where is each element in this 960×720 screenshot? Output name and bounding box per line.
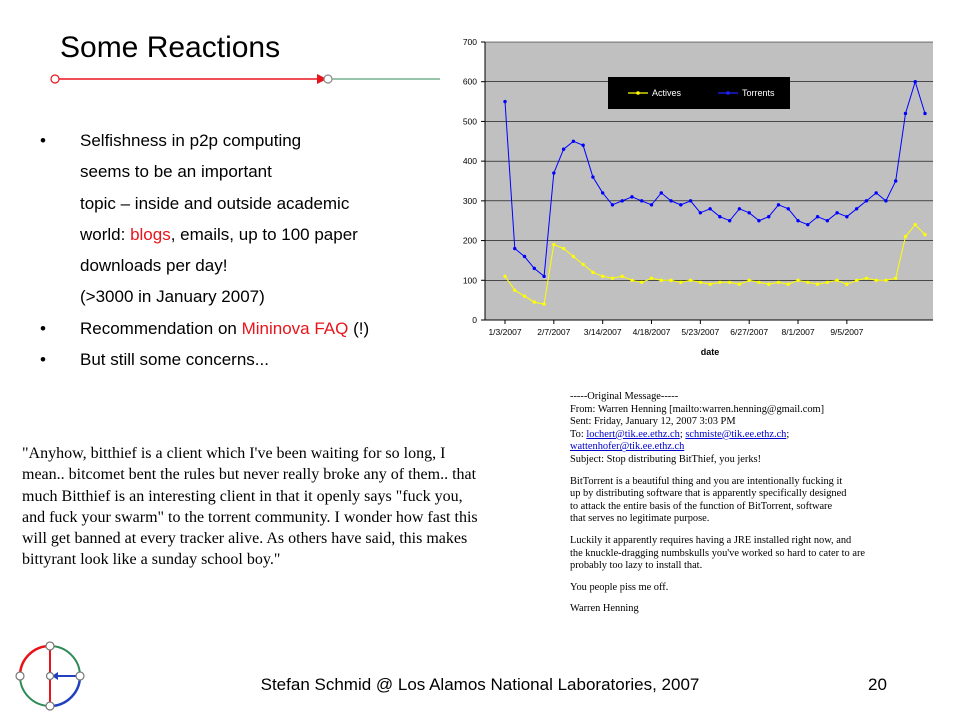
email-to (570, 429, 900, 442)
data-point-torrents (865, 199, 868, 202)
data-point-actives (904, 235, 907, 238)
forum-quote (22, 443, 522, 571)
quote-line: will get banned at every tracker alive. As others have said, this makes (22, 530, 468, 548)
data-point-actives (708, 283, 711, 286)
legend-actives-label: Actives (652, 88, 682, 98)
data-point-actives (787, 283, 790, 286)
email-line: that serves no legitimate purpose. (570, 513, 710, 525)
data-point-torrents (650, 203, 653, 206)
data-point-torrents (835, 211, 838, 214)
quote-line: mean.. bitcomet bent the rules but never really broke any of them.. that (22, 466, 477, 484)
data-point-torrents (718, 215, 721, 218)
slide-footer: Stefan Schmid @ Los Alamos National Laboratories, 2007 (260, 675, 700, 694)
email-line: up by distributing software that is apparently specifically designed (570, 488, 847, 500)
data-point-actives (894, 277, 897, 280)
data-point-actives (923, 233, 926, 236)
y-tick-label: 400 (462, 156, 477, 167)
email-line: the knuckle-dragging numbskulls you've worked so hard to cater to are (570, 547, 866, 559)
data-point-torrents (640, 199, 643, 202)
quote-line: and fuck your swarm" to the torrent community. I wonder how fast this (22, 508, 478, 526)
x-tick-label: 2/7/2007 (537, 327, 571, 337)
title-underline-decoration (45, 68, 445, 90)
bullet-line: world: (80, 224, 131, 244)
data-point-torrents (816, 215, 819, 218)
data-point-torrents (503, 100, 506, 103)
y-tick-label: 0 (472, 315, 477, 325)
data-point-torrents (874, 191, 877, 194)
quote-line: much Bitthief is an interesting client in that it openly says "fuck you, (22, 487, 463, 505)
data-point-torrents (923, 112, 926, 115)
data-point-torrents (562, 148, 565, 151)
bullet-dot-icon: • (40, 318, 46, 338)
data-point-torrents (572, 140, 575, 143)
data-point-actives (855, 279, 858, 282)
logo-icon (8, 632, 92, 716)
bullet-line: Selfishness in p2p computing (80, 131, 302, 150)
data-point-actives (767, 283, 770, 286)
email-link-wattenhofer[interactable]: wattenhofer@tik.ee.ethz.ch (570, 441, 685, 453)
y-tick-label: 600 (462, 76, 477, 87)
data-point-torrents (708, 207, 711, 210)
mininova-faq-link[interactable]: Mininova FAQ (241, 318, 349, 338)
data-point-actives (679, 281, 682, 284)
email-header: -----Original Message----- (570, 391, 679, 402)
data-point-torrents (894, 179, 897, 182)
email-line: You people piss me off. (570, 581, 669, 593)
x-tick-label: 8/1/2007 (781, 327, 815, 337)
data-point-actives (884, 279, 887, 282)
email-from: From: Warren Henning [mailto:warren.henning@gmail.com] (570, 403, 825, 415)
data-point-torrents (591, 175, 594, 178)
data-point-actives (806, 281, 809, 284)
data-point-actives (552, 243, 555, 246)
email-line: BitTorrent is a beautiful thing and you are intentionally fucking it (570, 475, 843, 487)
data-point-torrents (845, 215, 848, 218)
x-tick-label: 4/18/2007 (632, 327, 671, 337)
bullet-line: downloads per day! (80, 256, 228, 276)
x-axis-label: date (700, 347, 720, 357)
data-point-actives (865, 277, 868, 280)
email-line: probably too lazy to install that. (570, 560, 703, 572)
data-point-torrents (787, 207, 790, 210)
data-point-actives (513, 289, 516, 292)
data-point-actives (640, 281, 643, 284)
y-tick-label: 200 (462, 235, 477, 246)
data-point-actives (816, 283, 819, 286)
data-point-actives (757, 281, 760, 284)
quote-line: "Anyhow, bitthief is a client which I've been waiting for so long, I (22, 445, 446, 462)
data-point-actives (747, 279, 750, 282)
bullet-line: Recommendation on (80, 318, 242, 338)
data-point-torrents (855, 207, 858, 210)
data-point-actives (630, 279, 633, 282)
y-tick-label: 700 (462, 37, 477, 47)
logo-node (46, 702, 54, 710)
legend-torrents-label: Torrents (742, 88, 775, 98)
data-point-actives (503, 275, 506, 278)
data-point-actives (523, 294, 526, 297)
email-excerpt (570, 391, 900, 616)
email-link-schmiste[interactable]: schmiste@tik.ee.ethz.ch (685, 428, 787, 440)
logo-node (46, 642, 54, 650)
data-point-torrents (884, 199, 887, 202)
y-tick-label: 100 (462, 275, 477, 286)
data-point-actives (581, 263, 584, 266)
page-number: 20 (868, 675, 887, 694)
data-point-torrents (777, 203, 780, 206)
data-point-torrents (581, 144, 584, 147)
data-point-actives (777, 281, 780, 284)
email-subject: Subject: Stop distributing BitThief, you jerks! (570, 453, 762, 465)
data-point-torrents (747, 211, 750, 214)
data-point-torrents (533, 267, 536, 270)
data-point-torrents (767, 215, 770, 218)
data-point-actives (533, 300, 536, 303)
data-point-actives (542, 302, 545, 305)
slide-title: Some Reactions (60, 31, 281, 64)
y-tick-label: 500 (462, 116, 477, 127)
data-point-actives (572, 255, 575, 258)
data-point-actives (728, 281, 731, 284)
email-paragraph (570, 476, 900, 526)
email-to-continued (570, 441, 900, 454)
data-point-actives (591, 271, 594, 274)
y-tick-labels (463, 37, 485, 325)
x-tick-label: 9/5/2007 (830, 327, 864, 337)
legend-torrents-marker (726, 91, 730, 95)
bullet-line: But still some concerns... (80, 350, 269, 370)
data-point-torrents (611, 203, 614, 206)
data-point-actives (689, 279, 692, 282)
data-point-torrents (738, 207, 741, 210)
data-point-torrents (728, 219, 731, 222)
data-point-actives (796, 279, 799, 282)
quote-line: bittyrant look like a sunday school boy." (22, 551, 281, 569)
data-point-torrents (621, 199, 624, 202)
email-line: Luckily it apparently requires having a JRE installed right now, and (570, 534, 852, 546)
email-link-lochert[interactable]: lochert@tik.ee.ethz.ch (586, 428, 680, 440)
data-point-actives (845, 283, 848, 286)
y-tick-label: 300 (462, 195, 477, 206)
bullet-line: (!) (348, 318, 370, 338)
email-to-end: ; (786, 428, 790, 440)
data-point-actives (914, 223, 917, 226)
data-point-actives (835, 279, 838, 282)
bullet-dot-icon: • (40, 131, 46, 150)
data-point-torrents (601, 191, 604, 194)
node-circle-icon (51, 75, 59, 83)
blogs-link[interactable]: blogs (130, 224, 171, 244)
data-point-actives (826, 281, 829, 284)
email-paragraph (570, 535, 900, 573)
data-point-actives (699, 281, 702, 284)
data-point-actives (718, 281, 721, 284)
email-sent: Sent: Friday, January 12, 2007 3:03 PM (570, 416, 736, 428)
email-to-separator: ; (679, 428, 686, 440)
data-point-torrents (904, 112, 907, 115)
email-to-label: To: (570, 428, 587, 440)
downloads-chart (440, 32, 940, 362)
data-point-actives (738, 283, 741, 286)
x-tick-label: 6/27/2007 (730, 327, 769, 337)
x-tick-label: 1/3/2007 (488, 327, 522, 337)
data-point-torrents (542, 275, 545, 278)
x-tick-labels (488, 320, 863, 337)
bullet-line: seems to be an important (80, 162, 272, 182)
data-point-torrents (513, 247, 516, 250)
data-point-torrents (757, 219, 760, 222)
data-point-torrents (806, 223, 809, 226)
bullet-dot-icon: • (40, 350, 46, 370)
bullet-item (40, 125, 460, 313)
data-point-torrents (679, 203, 682, 206)
bullet-list (40, 125, 460, 375)
bullet-line: topic – inside and outside academic (80, 193, 350, 213)
data-point-torrents (699, 211, 702, 214)
node-circle-icon (324, 75, 332, 83)
bullet-item (40, 344, 460, 375)
data-point-actives (621, 275, 624, 278)
x-tick-label: 5/23/2007 (681, 327, 720, 337)
data-point-actives (669, 279, 672, 282)
data-point-actives (562, 247, 565, 250)
data-point-torrents (826, 219, 829, 222)
data-point-torrents (669, 199, 672, 202)
logo-red-arc (20, 646, 50, 676)
data-point-torrents (689, 199, 692, 202)
data-point-actives (660, 279, 663, 282)
data-point-actives (601, 275, 604, 278)
data-point-torrents (660, 191, 663, 194)
data-point-torrents (914, 80, 917, 83)
data-point-torrents (796, 219, 799, 222)
bullet-line: , emails, up to 100 paper (170, 224, 358, 244)
data-point-torrents (552, 171, 555, 174)
data-point-actives (874, 279, 877, 282)
email-line: to attack the entire basis of the function of BitTorrent, software (570, 500, 833, 512)
data-point-actives (650, 277, 653, 280)
legend-actives-marker (636, 91, 640, 95)
x-tick-label: 3/14/2007 (583, 327, 622, 337)
bullet-line: (>3000 in January 2007) (80, 287, 265, 307)
data-point-actives (611, 277, 614, 280)
email-signature: Warren Henning (570, 603, 639, 615)
bullet-item (40, 313, 460, 344)
data-point-torrents (630, 195, 633, 198)
data-point-torrents (523, 255, 526, 258)
